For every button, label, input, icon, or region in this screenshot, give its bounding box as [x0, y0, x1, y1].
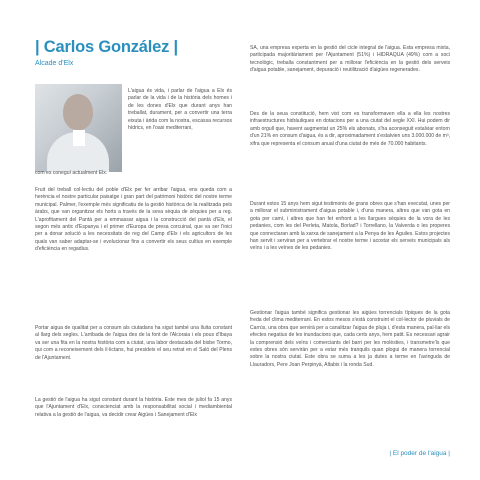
page-title: | Carlos González |: [35, 38, 178, 56]
left-paragraph-1-tail: com es coneguí actualment Elx.: [35, 170, 108, 176]
left-paragraph-1: L'aigua és vida, i parlar de l'aigua a Elx és parlar de la vida i de la història dels homes i de les dones d'Elx que durant anys han treballat, durament, per a convertir una terra eixuta i àrida com la nostra, escassa recursos hídrics, en l'oasi mediterrani,: [128, 88, 232, 132]
portrait-collar-shape: [73, 130, 85, 146]
left-paragraph-2: Fruit del treball col·lectiu del poble d'Elx per fer arribar l'aigua, ens queda com a herència el nostre particular paisatge i gran part del patrimoni històric del nostre terme municipal. Palmer, l'exemple més significatiu de la gestió històrica de la realitzada pels àrabs, que van organitzar els horts a través de la seva sèquia de sèquies per a reg. L'aprofitament del Pantà per a emmassar aigua i la construcció del pantà d'Elx, el segon més antic d'Espanya i el primer d'Europa de presa corcuinal, que va ser l'inici per a donar solució a les necessitats de reg del Camp d'Elx i els agricultors de les quals van saber adaptar-se i evolucionar fins a convertir els seus cultius en exemple d'eficiència en regadius.: [35, 187, 232, 253]
right-paragraph-2: Des de la seua constitució, hem vist com es transformaven ella a ella les nostres infraestructures hidràuliques en dotacions per a una ciutat del segle XXI. Hui podem dir amb orgull que, havent augmentat un 25% els abonats, s'ha aconseguit estalviar entorn d'un 21% en consum d'aigua, és a dir, aproximadament s'estalvien uns 3.000.000 de m³, xifra que representa el consum anual d'una ciutat de més de 70.000 habitants.: [250, 111, 450, 147]
portrait-head-shape: [63, 94, 93, 130]
footer-section-label: | El poder de l'aigua |: [389, 450, 450, 457]
left-paragraph-4: La gestió de l'aigua ha sigut constant durant la història. Este mes de juliol fa 15 anys que l'Ajuntament d'Elx, conscienciat amb la responsabilitat social i mediambiental relativa a la gestió de l'aigua, va decidir crear Aigües i Sanejament d'Elx: [35, 397, 232, 418]
right-paragraph-4: Gestionar l'aigua també significa gestionar les aigües torrencials típiques de la gota freda del clima mediterrani. En estos mesos s'està construint el col·lector de pluvials de Carrús, una obra que servirà per a canalitzar l'aigua de pluja i, d'esta manera, pal·liar els efectes negatius de les inundacions que, cada certs anys, hem patit. Es necessari agrair la comprensió dels veïns i comerciants del barri per les molèsties, i transmetre'ls que estes obres són servirán per a estar més tranquils quan plogui de manera torrencial sobre la nostra ciutat. Este obra se suma a les ja dutes a terme en l'avinguda de Llauradors, Pere Joan Perpinyà, Altabix i la ronda Sud.: [250, 310, 450, 368]
author-portrait-photo: [35, 84, 122, 172]
author-role: Alcade d'Elx: [35, 60, 74, 67]
right-paragraph-1: SA, una empresa experta en la gestió del cicle integral de l'aigua. Esta empresa mixta, participada majoritàriament per l'Ajuntament (51%) i HIDRAQUA (49%) com a soci tecnològic, treballa constantment per a millorar l'eficiència en la gestió dels serveis d'aigua potable, sanejament, depuració i reutilització d'aigües regenerades.: [250, 45, 450, 74]
right-paragraph-3: Durant estos 15 anys hem sigut testimonis de grans obres que s'han executat, unes per a millorar el subministrament d'aigua potable i, d'una manera, altres que van gota en gota per camí, i altres que han fet enfront a les llargues sèquies de la vora de les pedanies, com les del Perleta, Matola, Borlad? i Torrellano, la Valverda o les properes que connectaran amb la xarxa de sanejament a la Penya de les Àguiles. Estos projectes han servit i serviran per a vertebrar el nostre terme i acostar els serveis municipals als veïns i a les veïnes de les pedanies.: [250, 201, 450, 252]
left-paragraph-3: Portar aigua de qualitat per a consum als ciutadans ha sigut també una lluita constant al llarg dels segles. L'arribada de l'aigua des de la font de l'Alcoraia i els pous d'Ibaya va ser una fita en la nostra història com a ciutat, una labor destacada del bisbe Tormo, qui com a reconeixement dels il·lictans, hui presideix el seu retrat en el Saló del Plens de l'Ajuntament.: [35, 325, 232, 361]
